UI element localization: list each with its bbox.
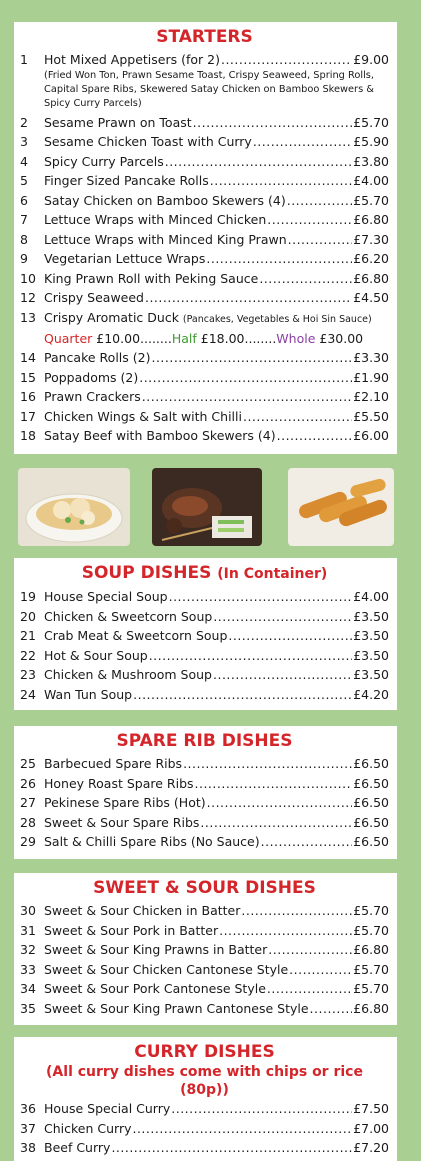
section-title: CURRY DISHES [134,1042,275,1062]
item-description: (Fried Won Ton, Prawn Sesame Toast, Crispy Seaweed, Spring Rolls, Capital Spare Ribs, Skewered Satay Chicken on Bamboo Skewers & Spicy Curry Parcels) [44,69,375,109]
item-name [44,1119,131,1139]
leader-dots [193,113,353,133]
item-number: 35 [20,1000,36,1016]
portion-whole-price: £30.00 [319,331,364,346]
item-number: 13 [20,309,36,325]
item-price: £3.50 [353,608,389,624]
leader-dots [213,665,352,685]
leader-dots [267,979,352,999]
item-number: 22 [20,647,36,663]
menu-item [20,646,389,666]
item-number: 3 [20,134,28,149]
menu-item [20,685,389,705]
leader-dots [261,832,353,852]
item-name [44,288,144,308]
item-number: 24 [20,686,36,702]
item-number: 16 [20,389,36,404]
item-price: £6.80 [353,942,389,957]
item-number: 17 [20,408,36,424]
menu-item [20,249,389,269]
item-price: £4.20 [353,686,389,702]
item-price: £2.10 [353,389,389,404]
item-name-text: Salt & Chilli Spare Ribs (No Sauce) [44,834,260,849]
item-number: 27 [20,795,36,810]
menu-item [20,132,389,152]
item-price: £6.00 [353,428,389,443]
item-number: 12 [20,290,36,305]
leader-dots [207,793,353,813]
item-number: 28 [20,814,36,830]
item-price: £7.00 [353,1120,389,1136]
menu-item [20,210,389,230]
menu-item [20,113,389,133]
item-name [44,685,132,705]
leader-dots [213,607,352,627]
section-title: SWEET & SOUR DISHES [93,878,316,898]
portion-prices: Quarter £10.00........Half £18.00........Whole £30.00 [44,331,364,346]
item-note: (Pancakes, Vegetables & Hoi Sin Sauce) [182,313,372,325]
item-name [44,587,168,607]
item-number: 4 [20,153,28,169]
item-name: Hot Mixed Appetisers (for 2) [44,52,220,67]
item-price: £6.80 [353,270,389,286]
item-name [44,665,212,685]
item-price: £7.30 [353,231,389,247]
item-number: 15 [20,369,36,385]
section-title: STARTERS [156,27,253,47]
item-price: £4.00 [353,173,389,188]
item-price: £6.80 [353,212,389,227]
item-price: £5.70 [353,922,389,938]
menu-item [20,813,389,833]
item-name-text: Sweet & Sour Spare Ribs [44,814,200,830]
spare-rib-panel [14,726,397,859]
item-name [44,191,286,211]
dumpling-soup-photo [18,468,130,546]
menu-item [20,960,389,980]
menu-item [20,626,389,646]
portion-quarter-price: £10.00 [96,331,141,346]
menu-item [20,1138,389,1158]
section-subtitle: (All curry dishes come with chips or rice (80p)) [46,1064,363,1098]
menu-item [20,793,389,813]
item-price: £3.50 [353,647,389,663]
item-price: £3.80 [353,153,389,169]
leader-dots [277,426,353,446]
menu-item [20,308,389,330]
menu-item [20,407,389,427]
item-number: 10 [20,270,36,286]
item-name-text: Crispy Aromatic Duck [44,309,179,325]
item-name-text: Chicken & Sweetcorn Soup [44,608,213,624]
item-name [44,308,372,330]
item-name-text: Sesame Chicken Toast with Curry [44,134,252,149]
item-price: £4.50 [353,290,389,305]
item-number: 5 [20,173,28,188]
item-number: 38 [20,1140,36,1155]
leader-dots [221,50,352,70]
item-number: 20 [20,608,36,624]
leader-dots [200,813,352,833]
menu-item [20,171,389,191]
menu-item [20,774,389,794]
leader-dots [165,152,352,172]
item-price: £7.50 [353,1101,389,1116]
section-title-text: SOUP DISHES [81,563,212,583]
item-price: £5.70 [353,961,389,977]
item-name-text: Chicken Curry [44,1120,132,1136]
item-name-text: Sweet & Sour Chicken in Batter [44,903,241,918]
menu-item [20,368,389,388]
leader-dots [210,171,352,191]
item-number: 25 [20,756,36,771]
item-number: 30 [20,903,36,918]
menu-item [20,152,389,172]
item-number: 1 [20,52,28,67]
portion-whole-label: Whole [276,331,316,346]
item-price: £6.80 [353,1000,389,1016]
spring-rolls-photo [288,468,394,546]
menu-item [20,348,389,368]
starters-panel [14,22,397,454]
item-name [44,113,192,133]
item-name [44,407,242,427]
menu-item [20,754,389,774]
menu-item [20,607,389,627]
leader-dots [195,774,353,794]
item-number: 33 [20,961,36,977]
leader-dots [183,754,352,774]
item-name [44,426,276,446]
leader-dots [288,230,353,250]
leader-dots [111,1138,352,1158]
menu-item [20,1099,389,1119]
item-price: £6.50 [353,756,389,771]
item-number: 19 [20,589,36,604]
item-name [44,979,266,999]
item-number: 34 [20,981,36,996]
item-price: £6.50 [353,834,389,849]
menu-item [20,979,389,999]
leader-dots [133,685,352,705]
item-name-text: Vegetarian Lettuce Wraps [44,251,206,266]
item-name-text: Satay Beef with Bamboo Skewers (4) [44,428,276,443]
leader-dots [259,269,352,289]
item-price: £6.50 [353,814,389,830]
item-name [44,646,148,666]
item-name [44,368,138,388]
item-name [44,1099,170,1119]
item-price: £3.50 [353,628,389,643]
item-price: £5.50 [353,408,389,424]
leader-dots [289,960,352,980]
item-price: £3.30 [353,350,389,365]
item-name [44,793,206,813]
menu-item [20,269,389,289]
item-price: £5.70 [353,192,389,208]
leader-dots [219,921,352,941]
item-name-text: Lettuce Wraps with Minced King Prawn [44,231,287,247]
menu-item [20,940,389,960]
item-name-text: Chicken Wings & Salt with Chilli [44,408,242,424]
menu-item [20,288,389,308]
menu-item [20,1119,389,1139]
leader-dots [171,1099,352,1119]
item-name [44,230,287,250]
item-number: 7 [20,212,28,227]
item-name [44,774,194,794]
item-price: £3.50 [353,667,389,682]
menu-item [20,230,389,250]
item-price: £5.90 [353,134,389,149]
item-name [44,171,209,191]
item-name-text: Sesame Prawn on Toast [44,114,192,130]
item-number: 36 [20,1101,36,1116]
leader-dots [310,999,353,1019]
item-name-text: Wan Tun Soup [44,686,133,702]
leader-dots [151,348,352,368]
menu-item [20,387,389,407]
item-name [44,901,240,921]
item-name [44,269,258,289]
leader-dots [149,646,353,666]
item-number: 23 [20,667,36,682]
item-name [44,210,266,230]
item-number: 14 [20,350,36,365]
menu-item [20,832,389,852]
leader-dots [142,387,352,407]
menu-item [20,901,389,921]
section-title [20,562,389,585]
item-name-text: Finger Sized Pancake Rolls [44,173,209,188]
item-name-text: House Special Curry [44,1101,171,1116]
menu-item [20,50,389,70]
item-name [44,999,309,1019]
item-name [44,249,205,269]
section-subtitle: (In Container) [217,566,328,582]
item-name-text: Crab Meat & Sweetcorn Soup [44,628,228,643]
item-price: £6.20 [353,251,389,266]
item-price: £6.50 [353,775,389,791]
food-photos [0,468,421,546]
item-name-text: Poppadoms (2) [44,369,139,385]
item-price: £5.70 [353,981,389,996]
item-number: 21 [20,628,36,643]
item-name-text: House Special Soup [44,589,168,604]
item-price: £5.70 [353,903,389,918]
item-name [44,832,260,852]
item-name [44,132,252,152]
leader-dots [169,587,353,607]
item-name-text: Sweet & Sour Pork Cantonese Style [44,981,266,996]
section-title: SPARE RIB DISHES [116,731,293,751]
menu-item [20,426,389,446]
item-number: 32 [20,942,36,957]
portion-quarter-label: Quarter [44,331,93,346]
item-name-text: Sweet & Sour King Prawn Cantonese Style [44,1000,309,1016]
item-name-text: Spicy Curry Parcels [44,153,164,169]
item-name-text: Sweet & Sour Pork in Batter [44,922,219,938]
item-price: £7.20 [353,1140,389,1155]
item-number: 8 [20,231,28,247]
item-name [44,754,182,774]
item-name [44,387,141,407]
leader-dots [253,132,352,152]
item-name [44,921,218,941]
leader-dots [241,901,352,921]
menu-item [20,191,389,211]
item-name-text: Honey Roast Spare Ribs [44,775,194,791]
item-name-text: Hot & Sour Soup [44,647,148,663]
menu-item [20,999,389,1019]
portion-half-label: Half [171,331,197,346]
item-name-text: Sweet & Sour Chicken Cantonese Style [44,961,289,977]
leader-dots [228,626,352,646]
item-name-text: Chicken & Mushroom Soup [44,667,212,682]
item-name-text: King Prawn Roll with Peking Sauce [44,270,259,286]
item-number: 31 [20,922,36,938]
item-name [44,813,199,833]
item-number: 9 [20,251,28,266]
crispy-duck-photo [152,468,262,546]
leader-dots [268,940,352,960]
menu-item [20,587,389,607]
item-name-text: Pancake Rolls (2) [44,350,151,365]
portion-half-price: £18.00 [200,331,245,346]
item-name [44,1138,110,1158]
soup-panel [14,558,397,710]
item-name [44,626,227,646]
item-number: 6 [20,192,28,208]
item-price: £1.90 [353,369,389,385]
item-name-text: Crispy Seaweed [44,290,144,305]
item-number: 29 [20,834,36,849]
leader-dots [287,191,352,211]
item-number: 18 [20,428,36,443]
item-price: £9.00 [353,52,389,67]
menu-item [20,665,389,685]
leader-dots [267,210,352,230]
item-number: 26 [20,775,36,791]
item-name [44,960,288,980]
item-name [44,607,212,627]
item-name [44,152,164,172]
item-name [44,348,150,368]
item-price: £4.00 [353,589,389,604]
sweet-sour-panel [14,873,397,1025]
leader-dots [145,288,352,308]
item-name-text: Pekinese Spare Ribs (Hot) [44,795,206,810]
item-name-text: Satay Chicken on Bamboo Skewers (4) [44,192,286,208]
leader-dots [132,1119,352,1139]
item-name-text: Prawn Crackers [44,389,141,404]
leader-dots [206,249,352,269]
item-price: £5.70 [353,114,389,130]
item-number: 2 [20,114,28,130]
menu-item [20,921,389,941]
item-name-text: Beef Curry [44,1140,111,1155]
item-number: 37 [20,1120,36,1136]
leader-dots [243,407,352,427]
item-name-text: Barbecued Spare Ribs [44,756,183,771]
leader-dots [139,368,352,388]
item-name [44,940,267,960]
item-price: £6.50 [353,795,389,810]
item-name-text: Sweet & Sour King Prawns in Batter [44,942,268,957]
item-name-text: Lettuce Wraps with Minced Chicken [44,212,267,227]
curry-panel [14,1037,397,1161]
